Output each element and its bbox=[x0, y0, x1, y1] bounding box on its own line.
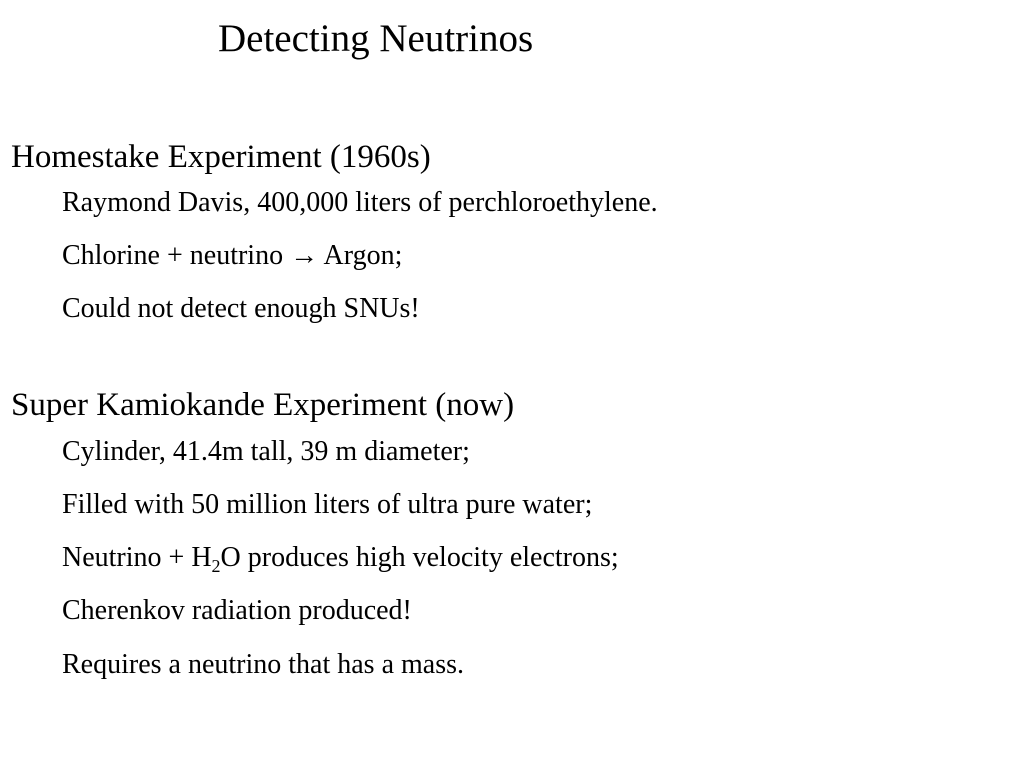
bullet-text-before: Neutrino + H bbox=[62, 542, 212, 573]
section-heading: Homestake Experiment (1960s) bbox=[11, 139, 431, 175]
bullet-item: Chlorine + neutrino → Argon; bbox=[62, 240, 403, 271]
subscript-2: 2 bbox=[211, 556, 221, 576]
section-heading: Super Kamiokande Experiment (now) bbox=[11, 387, 515, 423]
bullet-item: Raymond Davis, 400,000 liters of perchloroethylene. bbox=[62, 187, 658, 218]
bullet-item: Could not detect enough SNUs! bbox=[62, 293, 420, 324]
bullet-item bbox=[62, 540, 619, 576]
bullet-item: Filled with 50 million liters of ultra pure water; bbox=[62, 489, 593, 520]
bullet-item: Requires a neutrino that has a mass. bbox=[62, 649, 465, 680]
bullet-text-after: O produces high velocity electrons; bbox=[220, 542, 619, 573]
bullet-item: Cherenkov radiation produced! bbox=[62, 595, 412, 626]
slide-title: Detecting Neutrinos bbox=[218, 17, 534, 60]
bullet-item: Cylinder, 41.4m tall, 39 m diameter; bbox=[62, 436, 470, 467]
